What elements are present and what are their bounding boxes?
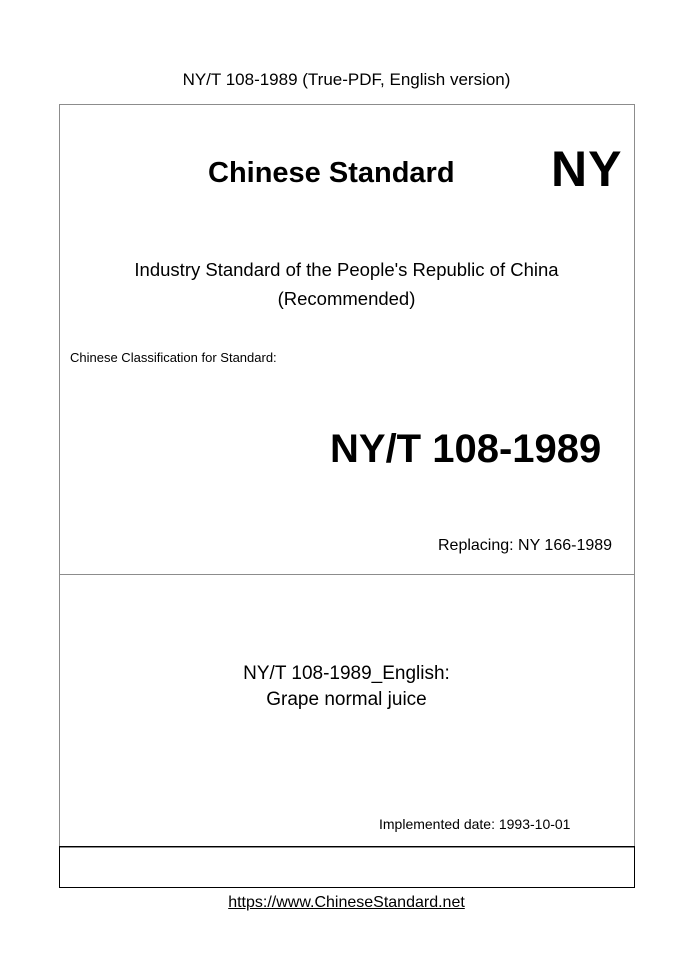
website-link[interactable]: https://www.ChineseStandard.net	[228, 894, 465, 911]
chinese-standard-heading: Chinese Standard	[208, 157, 455, 189]
ny-category-code: NY	[551, 141, 623, 197]
industry-standard-line: Industry Standard of the People's Republic of China	[134, 259, 559, 280]
cover-title-section	[59, 574, 635, 848]
document-header-title: NY/T 108-1989 (True-PDF, English version)	[182, 70, 511, 89]
english-title: NY/T 108-1989_English:	[243, 663, 450, 684]
cover-bottom-box	[59, 846, 635, 888]
implemented-date: Implemented date: 1993-10-01	[379, 816, 571, 832]
replacing-label: Replacing: NY 166-1989	[438, 537, 613, 554]
classification-label: Chinese Classification for Standard:	[70, 350, 277, 365]
standard-number: NY/T 108-1989	[330, 427, 602, 471]
recommended-label: (Recommended)	[277, 288, 416, 309]
product-name: Grape normal juice	[266, 689, 427, 710]
